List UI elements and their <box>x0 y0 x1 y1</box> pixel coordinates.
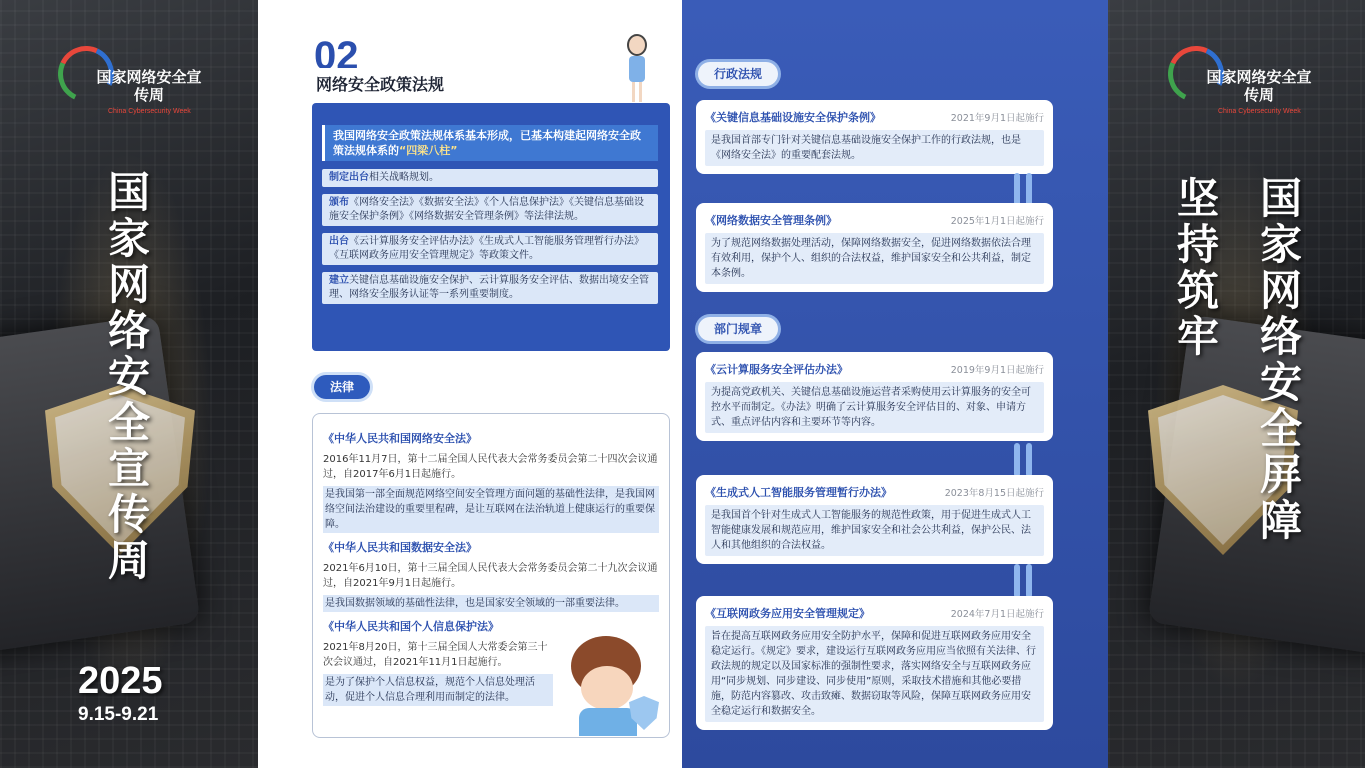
law-name: 《中华人民共和国个人信息保护法》 <box>323 620 499 633</box>
connector-graphic <box>1012 564 1034 598</box>
cybersecurity-week-logo <box>58 40 208 120</box>
policy-item: 出台《云计算服务安全评估办法》《生成式人工智能服务管理暂行办法》《互联网政务应用安全管理规定》等政策文件。 <box>322 233 658 265</box>
law-desc: 是我国数据领域的基础性法律，也是国家安全领域的一部重要法律。 <box>323 595 659 612</box>
banner-vertical-title: 国家网络安全屏障 <box>1259 174 1302 545</box>
laws-label: 法律 <box>314 375 370 399</box>
policy-item: 建立关键信息基础设施安全保护、云计算服务安全评估、数据出境安全管理、网络安全服务认证等一系列重要制度。 <box>322 272 658 304</box>
regulation-date: 2025年1月1日起施行 <box>950 216 1044 227</box>
law-desc: 是我国第一部全面规范网络空间安全管理方面问题的基础性法律，是我国网络空间法治建设的重要里程碑，是让互联网在法治轨道上健康运行的重要保障。 <box>323 486 659 533</box>
policy-summary-box <box>312 103 670 351</box>
boy-illustration <box>565 636 665 736</box>
regulation-card <box>696 100 1053 174</box>
girl-illustration <box>624 34 650 104</box>
law-passed: 2021年6月10日，第十三届全国人民代表大会常务委员会第二十九次会议通过，自2021年9月1日起施行。 <box>323 563 658 589</box>
banner-dates: 9.15-9.21 <box>78 704 159 725</box>
regulation-desc: 为了规范网络数据处理活动，保障网络数据安全，促进网络数据依法合理有效利用，保护个人、组织的合法权益，维护国家安全和公共利益，制定本条例。 <box>705 233 1044 284</box>
laws-card <box>312 413 670 738</box>
regulation-title: 《互联网政务应用安全管理规定》 <box>705 607 870 620</box>
regulation-card <box>696 352 1053 441</box>
regulation-date: 2021年9月1日起施行 <box>950 113 1044 124</box>
regulation-card <box>696 475 1053 564</box>
left-banner <box>0 0 258 768</box>
intro-highlight: “四梁八柱” <box>399 144 458 157</box>
regulation-date: 2023年8月15日起施行 <box>944 488 1044 499</box>
regulation-title: 《生成式人工智能服务管理暂行办法》 <box>705 486 892 499</box>
right-banner <box>1108 0 1365 768</box>
law-passed: 2016年11月7日，第十二届全国人民代表大会常务委员会第二十四次会议通过，自2017年6月1日起施行。 <box>323 454 658 480</box>
regulation-desc: 旨在提高互联网政务应用安全防护水平，保障和促进互联网政务应用安全稳定运行。《规定》要求，建设运行互联网政务应用应当依照有关法律、行政法规的规定以及国家标准的强制性要求，落实网络安全与互联网政务应用“同步规划、同步建设、同步使用”原则，采取技术措施和其他必要措施，防范内容篡改、攻击致瘫、数据窃取等风险，保障互联网政务应用安全稳定运行和数据安全。 <box>705 626 1044 722</box>
connector-graphic <box>1012 443 1034 477</box>
logo-subtitle: China Cybersecurity Week <box>1218 108 1301 115</box>
regulation-date: 2019年9月1日起施行 <box>950 365 1044 376</box>
law-passed: 2021年8月20日，第十三届全国人大常委会第三十次会议通过，自2021年11月1日起施行。 <box>323 642 548 668</box>
law-name: 《中华人民共和国网络安全法》 <box>323 432 477 445</box>
connector-graphic <box>1012 173 1034 207</box>
policy-item: 颁布《网络安全法》《数据安全法》《个人信息保护法》《关键信息基础设施安全保护条例》《网络数据安全管理条例》等法律法规。 <box>322 194 658 226</box>
regulation-title: 《云计算服务安全评估办法》 <box>705 363 848 376</box>
regulation-desc: 是我国首部专门针对关键信息基础设施安全保护工作的行政法规，也是《网络安全法》的重要配套法规。 <box>705 130 1044 166</box>
regulation-date: 2024年7月1日起施行 <box>950 609 1044 620</box>
section-number: 02 <box>314 34 359 68</box>
logo-title: 国家网络安全宣传周 <box>96 68 202 104</box>
logo-subtitle: China Cybersecurity Week <box>108 108 191 115</box>
section-title: 网络安全政策法规 <box>316 75 445 94</box>
banner-year: 2025 <box>78 660 163 702</box>
policy-panel <box>258 0 682 768</box>
law-desc: 是为了保护个人信息权益，规范个人信息处理活动，促进个人信息合理利用而制定的法律。 <box>323 674 553 706</box>
regulation-desc: 是我国首个针对生成式人工智能服务的规范性政策，用于促进生成式人工智能健康发展和规范应用，维护国家安全和社会公共利益，保护公民、法人和其他组织的合法权益。 <box>705 505 1044 556</box>
policy-item: 制定出台相关战略规划。 <box>322 169 658 187</box>
logo-title: 国家网络安全宣传周 <box>1206 68 1312 104</box>
regulation-card <box>696 596 1053 730</box>
regulation-title: 《网络数据安全管理条例》 <box>705 214 837 227</box>
regulation-desc: 为提高党政机关、关键信息基础设施运营者采购使用云计算服务的安全可控水平而制定。《办法》明确了云计算服务安全评估目的、对象、申请方式、重点评估内容和主要环节等内容。 <box>705 382 1044 433</box>
banner-vertical-slogan: 坚持筑牢 <box>1176 174 1219 361</box>
regulations-panel <box>682 0 1108 768</box>
regulation-title: 《关键信息基础设施安全保护条例》 <box>705 111 881 124</box>
cybersecurity-week-logo <box>1168 40 1318 120</box>
regulation-card <box>696 203 1053 292</box>
dept-rules-label: 部门规章 <box>698 317 778 341</box>
banner-vertical-title: 国家网络安全宣传周 <box>107 168 150 585</box>
policy-intro: 我国网络安全政策法规体系基本形成，已基本构建起网络安全政策法规体系的“四梁八柱” <box>322 125 658 161</box>
law-name: 《中华人民共和国数据安全法》 <box>323 541 477 554</box>
admin-regulations-label: 行政法规 <box>698 62 778 86</box>
